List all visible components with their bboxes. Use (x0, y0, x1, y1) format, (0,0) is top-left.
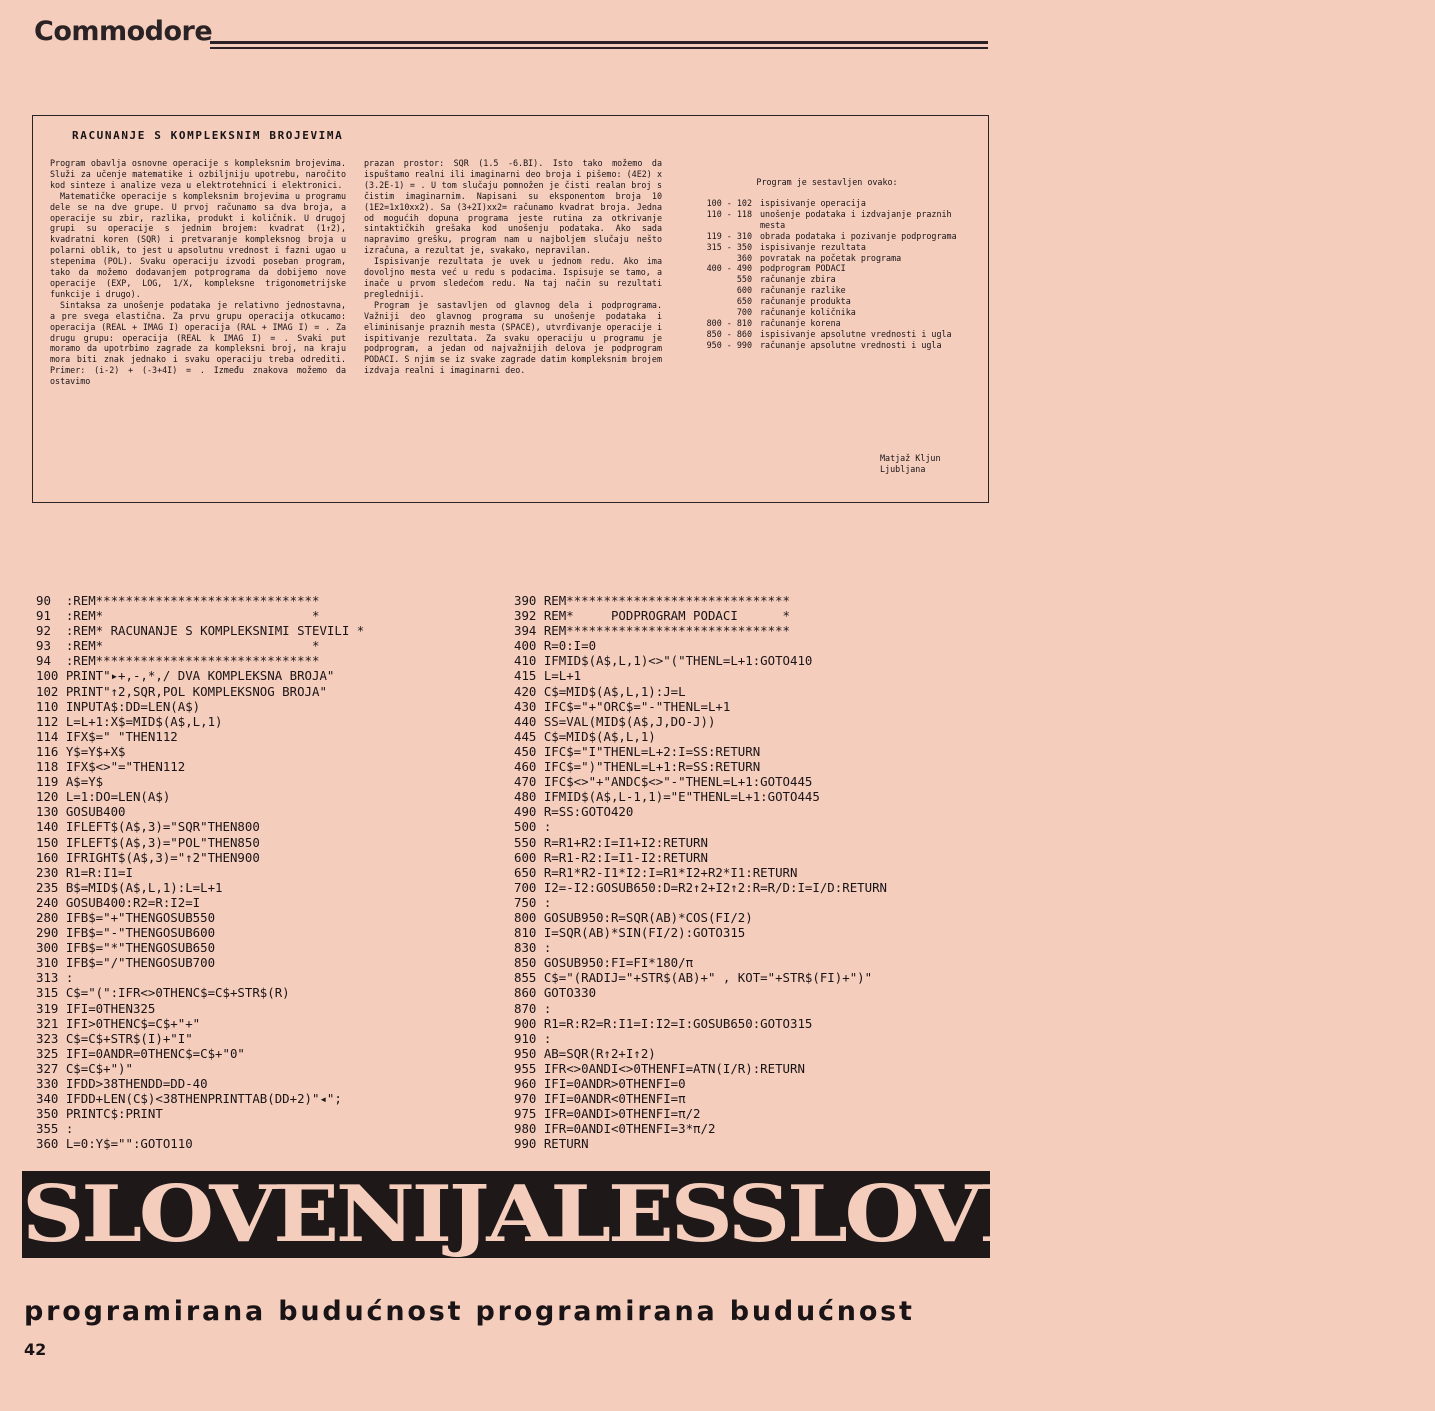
code-line: 290 IFB$="-"THENGOSUB600 (36, 925, 216, 941)
code-line: 420 C$=MID$(A$,L,1):J=L (514, 683, 686, 699)
code-line: 392 REM* PODPROGRAM PODACI * (514, 608, 791, 624)
code-line: 650 R=R1*R2-I1*I2:I=R1*I2+R2*I1:RETURN (514, 864, 798, 880)
structure-row (682, 307, 978, 318)
advertisement-banner (22, 1169, 1435, 1260)
author-signature (880, 453, 941, 475)
banner-text: SLOVENIJALESSLOVENIJALES (22, 1169, 1435, 1260)
article-title: RACUNANJE S KOMPLEKSNIM BROJEVIMA (72, 129, 344, 142)
code-line: 355 : (36, 1121, 74, 1137)
article-column-2 (364, 158, 662, 376)
code-line: 327 C$=C$+")" (36, 1060, 133, 1076)
code-line: 830 : (514, 940, 552, 956)
basic-listing-left (36, 593, 364, 1151)
code-line: 700 I2=-I2:GOSUB650:D=R2↑2+I2↑2:R=R/D:I=I/D:RETURN (514, 879, 887, 895)
code-line: 280 IFB$="+"THENGOSUB550 (36, 909, 216, 925)
paragraph: prazan prostor: SQR (1.5 -6.BI). Isto tako možemo da ispuštamo realni ili imaginarni deo broja i pišemo: (4E2) x (3.2E-1) = . U tom slučaju pomnožen je čisti realan broj s čistim imaginarnim. Napisani su eksponentom broja 10 (1E2=1x10xx2). Sa (3+2I)xx2= računamo kvadrat broja. Jedna od mogućih dopuna programa jeste rutina za otkrivanje sintaktičkih grešaka kod unošenju podataka. Ako sada napravimo grešku, program nam u najboljem slučaju nešto izračuna, a rezultat je, svakako, nepravilan. (364, 158, 662, 256)
code-line: 430 IFC$="+"ORC$="-"THENL=L+1 (514, 698, 731, 714)
line-range-description: povratak na početak programa (760, 252, 902, 263)
line-range: 400 - 490 (706, 263, 752, 274)
code-line: 855 C$="(RADIJ="+STR$(AB)+" , KOT="+STR$(FI)+")" (514, 970, 873, 986)
code-line: 140 IFLEFT$(A$,3)="SQR"THEN800 (36, 819, 260, 835)
code-line: 415 L=L+1 (514, 668, 582, 684)
program-structure-table (682, 198, 978, 351)
structure-row (682, 296, 978, 307)
page-number: 42 (24, 1340, 47, 1359)
line-range-description: računanje količnika (760, 307, 856, 318)
code-line: 240 GOSUB400:R2=R:I2=I (36, 894, 201, 910)
author-name: Matjaž Kljun (880, 453, 941, 463)
line-range: 850 - 860 (706, 328, 752, 339)
code-line: 120 L=1:DO=LEN(A$) (36, 789, 171, 805)
basic-listing-right (514, 593, 887, 1151)
code-line: 390 REM****************************** (514, 593, 791, 608)
line-range: 550 (736, 274, 752, 285)
code-line: 313 : (36, 970, 74, 986)
line-range: 950 - 990 (706, 339, 752, 350)
line-range-description: računanje razlike (760, 285, 846, 296)
line-range: 119 - 310 (706, 230, 752, 241)
line-range-description: ispisivanje operacija (760, 198, 866, 208)
line-range: 110 - 118 (706, 208, 752, 219)
code-line: 118 IFX$<>"="THEN112 (36, 759, 186, 775)
advertisement-slogan: programirana budućnost programirana budućnost (24, 1296, 915, 1327)
code-line: 310 IFB$="/"THENGOSUB700 (36, 955, 216, 971)
line-range-description: računanje korena (760, 317, 841, 328)
structure-row (682, 231, 978, 242)
line-range: 650 (736, 296, 752, 307)
code-line: 300 IFB$="*"THENGOSUB650 (36, 940, 216, 956)
line-range-description: podprogram PODACI (760, 263, 846, 274)
code-line: 100 PRINT"▸+,-,*,/ DVA KOMPLEKSNA BROJA" (36, 668, 335, 684)
code-line: 116 Y$=Y$+X$ (36, 743, 126, 759)
code-line: 450 IFC$="I"THENL=L+2:I=SS:RETURN (514, 743, 761, 759)
structure-row (682, 198, 978, 209)
code-line: 960 IFI=0ANDR>0THENFI=0 (514, 1076, 686, 1091)
code-line: 150 IFLEFT$(A$,3)="POL"THEN850 (36, 834, 260, 850)
code-line: 330 IFDD>38THENDD=DD-40 (36, 1076, 208, 1091)
structure-row (682, 209, 978, 231)
code-line: 400 R=0:I=0 (514, 638, 597, 654)
code-line: 319 IFI=0THEN325 (36, 1000, 156, 1016)
structure-row (682, 340, 978, 351)
line-range-description: računanje apsolutne vrednosti i ugla (760, 339, 942, 350)
structure-row (682, 253, 978, 264)
line-range: 315 - 350 (706, 241, 752, 252)
code-line: 850 GOSUB950:FI=FI*180/π (514, 955, 694, 971)
code-line: 360 L=0:Y$="":GOTO110 (36, 1136, 193, 1152)
code-line: 950 AB=SQR(R↑2+I↑2) (514, 1045, 656, 1061)
article-column-1 (50, 158, 346, 387)
paragraph: Sintaksa za unošenje podataka je relativno jednostavna, a pre svega elastična. Za prvu grupu operacija otkucamo: operacija (REAL + IMAG I) operacija (RAL + IMAG I) = . Za drugu grupu: operacija (REAL k IMAG I) = . Svaki put moramo da upotrbimo zagrade za kompleksni broj, na kraju mora biti znak jednako i svaku operaciju treba odrediti. Primer: (i-2) + (-3+4I) = . Između znakova možemo da ostavimo (50, 299, 346, 387)
code-line: 470 IFC$<>"+"ANDC$<>"-"THENL=L+1:GOTO445 (514, 774, 813, 790)
code-line: 900 R1=R:R2=R:I1=I:I2=I:GOSUB650:GOTO315 (514, 1015, 813, 1031)
structure-row (682, 242, 978, 253)
line-range: 360 (736, 252, 752, 263)
code-line: 750 : (514, 894, 552, 910)
structure-row (682, 263, 978, 274)
code-line: 325 IFI=0ANDR=0THENC$=C$+"0" (36, 1045, 245, 1061)
line-range-description: unošenje podataka i izdvajanje praznih mesta (760, 208, 952, 230)
code-line: 119 A$=Y$ (36, 774, 104, 790)
code-line: 102 PRINT"↑2,SQR,POL KOMPLEKSNOG BROJA" (36, 683, 327, 699)
line-range: 800 - 810 (706, 317, 752, 328)
code-line: 321 IFI>0THENC$=C$+"+" (36, 1015, 201, 1031)
code-line: 990 RETURN (514, 1136, 589, 1152)
code-line: 600 R=R1-R2:I=I1-I2:RETURN (514, 849, 708, 865)
code-line: 970 IFI=0ANDR<0THENFI=π (514, 1091, 686, 1107)
code-line: 94 :REM****************************** (36, 653, 320, 669)
code-line: 800 GOSUB950:R=SQR(AB)*COS(FI/2) (514, 909, 753, 925)
code-line: 112 L=L+1:X$=MID$(A$,L,1) (36, 713, 223, 729)
code-line: 975 IFR=0ANDI>0THENFI=π/2 (514, 1106, 701, 1122)
line-range-description: obrada podataka i pozivanje podprograma (760, 230, 957, 241)
structure-row (682, 329, 978, 340)
line-range-description: računanje zbira (760, 274, 836, 285)
paragraph: Program obavlja osnovne operacije s kompleksnim brojevima. Služi za učenje matematike i ozbiljniju upotrebu, naročito kod sinteze i analize veza u elektrotehnici i elektronici. (50, 158, 346, 190)
code-line: 490 R=SS:GOTO420 (514, 804, 634, 820)
line-range: 100 - 102 (706, 198, 752, 208)
code-line: 90 :REM****************************** (36, 593, 320, 608)
line-range-description: ispisivanje apsolutne vrednosti i ugla (760, 328, 952, 339)
paragraph: Ispisivanje rezultata je uvek u jednom redu. Ako ima dovoljno mesta već u redu s podacima. Ispisuje se tamo, a inače u prvom slеdećom redu. Na taj način su rezultati pregledniji. (364, 256, 662, 299)
code-line: 870 : (514, 1000, 552, 1016)
header-rule (210, 41, 988, 49)
structure-row (682, 274, 978, 285)
code-line: 93 :REM* * (36, 638, 320, 654)
structure-heading: Program je sestavljen ovako: (756, 177, 898, 187)
code-line: 480 IFMID$(A$,L-1,1)="E"THENL=L+1:GOTO445 (514, 789, 820, 805)
code-line: 340 IFDD+LEN(C$)<38THENPRINTTAB(DD+2)"◂"; (36, 1091, 342, 1107)
line-range-description: računanje produkta (760, 296, 851, 307)
code-line: 350 PRINTC$:PRINT (36, 1106, 163, 1122)
code-line: 394 REM****************************** (514, 623, 791, 639)
code-line: 92 :REM* RACUNANJE S KOMPLEKSNIMI STEVILI * (36, 623, 365, 639)
code-line: 130 GOSUB400 (36, 804, 126, 820)
code-line: 160 IFRIGHT$(A$,3)="↑2"THEN900 (36, 849, 260, 865)
line-range: 600 (736, 285, 752, 296)
code-line: 860 GOTO330 (514, 985, 597, 1001)
code-line: 955 IFR<>0ANDI<>0THENFI=ATN(I/R):RETURN (514, 1060, 805, 1076)
structure-row (682, 318, 978, 329)
code-line: 550 R=R1+R2:I=I1+I2:RETURN (514, 834, 708, 850)
code-line: 500 : (514, 819, 552, 835)
code-line: 410 IFMID$(A$,L,1)<>"("THENL=L+1:GOTO410 (514, 653, 813, 669)
code-line: 230 R1=R:I1=I (36, 864, 133, 880)
paragraph: Matematičke operacije s kompleksnim brojevima u programu dele se na dve grupe. U prvoj računamo sa dva broja, a operacije su zbir, razlika, produkt i količnik. U drugoj grupi su operacije s jednim brojem: kvadrat (1↑2), kvadratni koren (SQR) i pretvaranje kompleksnog broja u polarni oblik, to jest u apsolutnu vrednost i fazni ugao u stepenima (POL). Svaku operaciju izvodi poseban program, tako da možemo dodavanjem potprograma da dobijemo nove operacije (EXP, LOG, 1/X, kompleksne trigonometrijske funkcije i drugo). (50, 190, 346, 299)
code-line: 440 SS=VAL(MID$(A$,J,DO-J)) (514, 713, 716, 729)
code-line: 980 IFR=0ANDI<0THENFI=3*π/2 (514, 1121, 716, 1137)
code-line: 460 IFC$=")"THENL=L+1:R=SS:RETURN (514, 759, 761, 775)
line-range-description: ispisivanje rezultata (760, 241, 866, 252)
code-line: 323 C$=C$+STR$(I)+"I" (36, 1030, 193, 1046)
code-line: 810 I=SQR(AB)*SIN(FI/2):GOTO315 (514, 925, 746, 941)
section-title: Commodore (34, 16, 213, 47)
code-line: 110 INPUTA$:DD=LEN(A$) (36, 698, 201, 714)
code-line: 910 : (514, 1030, 552, 1046)
code-line: 315 C$="(":IFR<>0THENC$=C$+STR$(R) (36, 985, 290, 1001)
code-line: 445 C$=MID$(A$,L,1) (514, 728, 656, 744)
code-line: 235 B$=MID$(A$,L,1):L=L+1 (36, 879, 223, 895)
structure-row (682, 285, 978, 296)
code-line: 91 :REM* * (36, 608, 320, 624)
line-range: 700 (736, 307, 752, 318)
author-city: Ljubljana (880, 464, 926, 474)
code-line: 114 IFX$=" "THEN112 (36, 728, 178, 744)
paragraph: Program je sastavljen od glavnog dela i podprograma. Važniji deo glavnog programa su unošenje podataka i eliminisanje praznih mesta (SPACE), utvrđivanje operacije i ispitivanje rezultata. Za svaku operaciju u programu je podprogram, a jedan od najvažnijih delova je podprogram PODACI. S njim se iz svake zagrade datim kompleksnim brojem izdvaja realni i imaginarni deo. (364, 299, 662, 376)
